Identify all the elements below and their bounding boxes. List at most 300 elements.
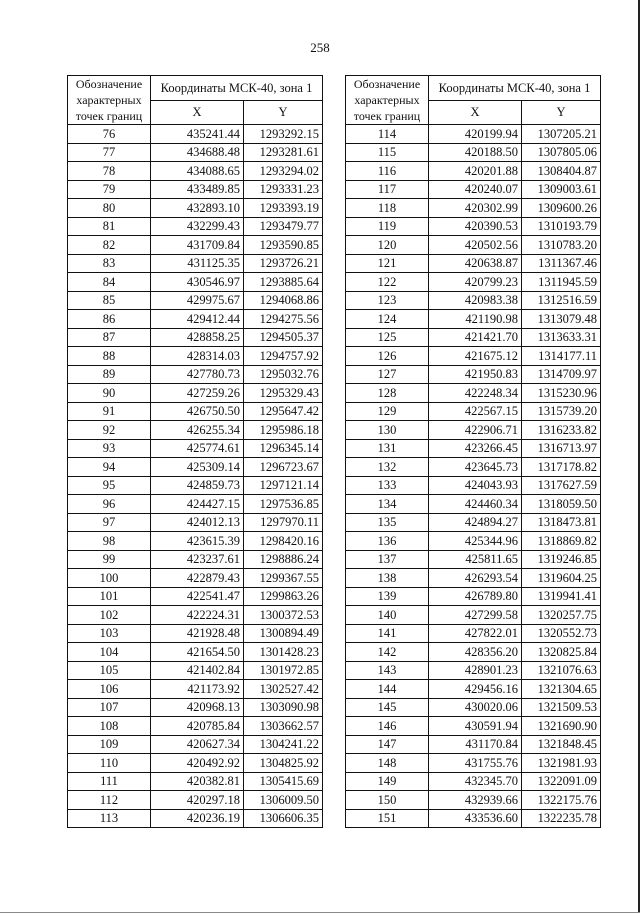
y-coordinate-cell: 1295986.18 bbox=[244, 421, 323, 440]
x-coordinate-cell: 427259.26 bbox=[151, 384, 244, 403]
point-number-cell: 112 bbox=[68, 791, 151, 810]
table-row bbox=[346, 661, 601, 680]
x-coordinate-cell: 428858.25 bbox=[151, 328, 244, 347]
x-coordinate-cell: 425811.65 bbox=[429, 550, 522, 569]
point-number-cell: 120 bbox=[346, 236, 429, 255]
header-x: X bbox=[151, 100, 244, 125]
x-coordinate-cell: 434088.65 bbox=[151, 162, 244, 181]
x-coordinate-cell: 420638.87 bbox=[429, 254, 522, 273]
y-coordinate-cell: 1309003.61 bbox=[522, 180, 601, 199]
point-number-cell: 137 bbox=[346, 550, 429, 569]
x-coordinate-cell: 424427.15 bbox=[151, 495, 244, 514]
x-coordinate-cell: 432299.43 bbox=[151, 217, 244, 236]
x-coordinate-cell: 420492.92 bbox=[151, 754, 244, 773]
point-number-cell: 81 bbox=[68, 217, 151, 236]
y-coordinate-cell: 1297536.85 bbox=[244, 495, 323, 514]
x-coordinate-cell: 420240.07 bbox=[429, 180, 522, 199]
x-coordinate-cell: 423266.45 bbox=[429, 439, 522, 458]
x-coordinate-cell: 420188.50 bbox=[429, 143, 522, 162]
table-row bbox=[346, 458, 601, 477]
point-number-cell: 121 bbox=[346, 254, 429, 273]
x-coordinate-cell: 421402.84 bbox=[151, 661, 244, 680]
y-coordinate-cell: 1320552.73 bbox=[522, 624, 601, 643]
y-coordinate-cell: 1301428.23 bbox=[244, 643, 323, 662]
y-coordinate-cell: 1317627.59 bbox=[522, 476, 601, 495]
table-row bbox=[346, 791, 601, 810]
point-number-cell: 92 bbox=[68, 421, 151, 440]
y-coordinate-cell: 1314709.97 bbox=[522, 365, 601, 384]
table-row bbox=[68, 310, 323, 329]
y-coordinate-cell: 1307205.21 bbox=[522, 125, 601, 144]
point-number-cell: 145 bbox=[346, 698, 429, 717]
table-row bbox=[68, 254, 323, 273]
x-coordinate-cell: 426293.54 bbox=[429, 569, 522, 588]
point-number-cell: 97 bbox=[68, 513, 151, 532]
table-row bbox=[68, 143, 323, 162]
table-row bbox=[68, 735, 323, 754]
table-row bbox=[346, 365, 601, 384]
point-number-cell: 101 bbox=[68, 587, 151, 606]
y-coordinate-cell: 1297121.14 bbox=[244, 476, 323, 495]
point-number-cell: 146 bbox=[346, 717, 429, 736]
point-number-cell: 83 bbox=[68, 254, 151, 273]
table-body-left bbox=[68, 125, 323, 828]
table-row bbox=[346, 643, 601, 662]
y-coordinate-cell: 1311367.46 bbox=[522, 254, 601, 273]
table-row bbox=[346, 772, 601, 791]
header-x: X bbox=[429, 100, 522, 125]
point-number-cell: 140 bbox=[346, 606, 429, 625]
table-row bbox=[346, 310, 601, 329]
y-coordinate-cell: 1294757.92 bbox=[244, 347, 323, 366]
y-coordinate-cell: 1298420.16 bbox=[244, 532, 323, 551]
x-coordinate-cell: 430020.06 bbox=[429, 698, 522, 717]
table-row bbox=[346, 236, 601, 255]
x-coordinate-cell: 432345.70 bbox=[429, 772, 522, 791]
point-number-cell: 109 bbox=[68, 735, 151, 754]
x-coordinate-cell: 424043.93 bbox=[429, 476, 522, 495]
y-coordinate-cell: 1316713.97 bbox=[522, 439, 601, 458]
x-coordinate-cell: 420302.99 bbox=[429, 199, 522, 218]
point-number-cell: 122 bbox=[346, 273, 429, 292]
y-coordinate-cell: 1303090.98 bbox=[244, 698, 323, 717]
x-coordinate-cell: 420236.19 bbox=[151, 809, 244, 828]
x-coordinate-cell: 435241.44 bbox=[151, 125, 244, 144]
point-number-cell: 132 bbox=[346, 458, 429, 477]
x-coordinate-cell: 428356.20 bbox=[429, 643, 522, 662]
point-number-cell: 119 bbox=[346, 217, 429, 236]
y-coordinate-cell: 1315230.96 bbox=[522, 384, 601, 403]
point-number-cell: 104 bbox=[68, 643, 151, 662]
y-coordinate-cell: 1294275.56 bbox=[244, 310, 323, 329]
table-row bbox=[346, 717, 601, 736]
y-coordinate-cell: 1313633.31 bbox=[522, 328, 601, 347]
table-row bbox=[68, 439, 323, 458]
table-row bbox=[68, 384, 323, 403]
table-row bbox=[68, 513, 323, 532]
table-row bbox=[346, 735, 601, 754]
point-number-cell: 144 bbox=[346, 680, 429, 699]
header-point-label: Обозначение характерных точек границ bbox=[346, 76, 429, 125]
point-number-cell: 80 bbox=[68, 199, 151, 218]
x-coordinate-cell: 430546.97 bbox=[151, 273, 244, 292]
y-coordinate-cell: 1297970.11 bbox=[244, 513, 323, 532]
y-coordinate-cell: 1321848.45 bbox=[522, 735, 601, 754]
y-coordinate-cell: 1316233.82 bbox=[522, 421, 601, 440]
point-number-cell: 114 bbox=[346, 125, 429, 144]
x-coordinate-cell: 421654.50 bbox=[151, 643, 244, 662]
point-number-cell: 88 bbox=[68, 347, 151, 366]
x-coordinate-cell: 431755.76 bbox=[429, 754, 522, 773]
y-coordinate-cell: 1294068.86 bbox=[244, 291, 323, 310]
table-row bbox=[68, 698, 323, 717]
y-coordinate-cell: 1318869.82 bbox=[522, 532, 601, 551]
point-number-cell: 86 bbox=[68, 310, 151, 329]
point-number-cell: 100 bbox=[68, 569, 151, 588]
coordinates-table-right bbox=[345, 75, 601, 828]
x-coordinate-cell: 434688.48 bbox=[151, 143, 244, 162]
x-coordinate-cell: 423645.73 bbox=[429, 458, 522, 477]
point-number-cell: 127 bbox=[346, 365, 429, 384]
y-coordinate-cell: 1321509.53 bbox=[522, 698, 601, 717]
table-row bbox=[346, 143, 601, 162]
x-coordinate-cell: 427780.73 bbox=[151, 365, 244, 384]
y-coordinate-cell: 1322235.78 bbox=[522, 809, 601, 828]
table-row bbox=[346, 606, 601, 625]
table-row bbox=[346, 513, 601, 532]
point-number-cell: 142 bbox=[346, 643, 429, 662]
table-row bbox=[68, 587, 323, 606]
table-row bbox=[68, 754, 323, 773]
point-number-cell: 148 bbox=[346, 754, 429, 773]
y-coordinate-cell: 1300372.53 bbox=[244, 606, 323, 625]
y-coordinate-cell: 1293294.02 bbox=[244, 162, 323, 181]
point-number-cell: 133 bbox=[346, 476, 429, 495]
x-coordinate-cell: 422567.15 bbox=[429, 402, 522, 421]
x-coordinate-cell: 421950.83 bbox=[429, 365, 522, 384]
y-coordinate-cell: 1308404.87 bbox=[522, 162, 601, 181]
y-coordinate-cell: 1320825.84 bbox=[522, 643, 601, 662]
table-row bbox=[68, 624, 323, 643]
y-coordinate-cell: 1319246.85 bbox=[522, 550, 601, 569]
x-coordinate-cell: 422248.34 bbox=[429, 384, 522, 403]
x-coordinate-cell: 429975.67 bbox=[151, 291, 244, 310]
table-row bbox=[68, 236, 323, 255]
point-number-cell: 149 bbox=[346, 772, 429, 791]
x-coordinate-cell: 424460.34 bbox=[429, 495, 522, 514]
x-coordinate-cell: 428314.03 bbox=[151, 347, 244, 366]
table-row bbox=[68, 402, 323, 421]
point-number-cell: 102 bbox=[68, 606, 151, 625]
y-coordinate-cell: 1293331.23 bbox=[244, 180, 323, 199]
point-number-cell: 87 bbox=[68, 328, 151, 347]
table-row bbox=[346, 273, 601, 292]
y-coordinate-cell: 1304241.22 bbox=[244, 735, 323, 754]
table-row bbox=[68, 643, 323, 662]
table-row bbox=[68, 550, 323, 569]
point-number-cell: 143 bbox=[346, 661, 429, 680]
x-coordinate-cell: 420297.18 bbox=[151, 791, 244, 810]
point-number-cell: 77 bbox=[68, 143, 151, 162]
table-row bbox=[68, 680, 323, 699]
y-coordinate-cell: 1313079.48 bbox=[522, 310, 601, 329]
coordinates-table-left bbox=[67, 75, 323, 828]
header-point-label: Обозначение характерных точек границ bbox=[68, 76, 151, 125]
y-coordinate-cell: 1311945.59 bbox=[522, 273, 601, 292]
table-row bbox=[346, 754, 601, 773]
x-coordinate-cell: 420382.81 bbox=[151, 772, 244, 791]
y-coordinate-cell: 1321981.93 bbox=[522, 754, 601, 773]
x-coordinate-cell: 428901.23 bbox=[429, 661, 522, 680]
table-row bbox=[68, 476, 323, 495]
point-number-cell: 117 bbox=[346, 180, 429, 199]
y-coordinate-cell: 1319941.41 bbox=[522, 587, 601, 606]
table-row bbox=[346, 495, 601, 514]
y-coordinate-cell: 1300894.49 bbox=[244, 624, 323, 643]
x-coordinate-cell: 427822.01 bbox=[429, 624, 522, 643]
point-number-cell: 98 bbox=[68, 532, 151, 551]
table-row bbox=[346, 180, 601, 199]
x-coordinate-cell: 422224.31 bbox=[151, 606, 244, 625]
y-coordinate-cell: 1306606.35 bbox=[244, 809, 323, 828]
point-number-cell: 134 bbox=[346, 495, 429, 514]
y-coordinate-cell: 1293885.64 bbox=[244, 273, 323, 292]
point-number-cell: 113 bbox=[68, 809, 151, 828]
y-coordinate-cell: 1302527.42 bbox=[244, 680, 323, 699]
table-body-right bbox=[346, 125, 601, 828]
point-number-cell: 124 bbox=[346, 310, 429, 329]
table-row bbox=[346, 125, 601, 144]
header-y: Y bbox=[244, 100, 323, 125]
y-coordinate-cell: 1295329.43 bbox=[244, 384, 323, 403]
y-coordinate-cell: 1321076.63 bbox=[522, 661, 601, 680]
table-row bbox=[68, 809, 323, 828]
table-row bbox=[68, 569, 323, 588]
y-coordinate-cell: 1322175.76 bbox=[522, 791, 601, 810]
x-coordinate-cell: 420201.88 bbox=[429, 162, 522, 181]
x-coordinate-cell: 420502.56 bbox=[429, 236, 522, 255]
table-row bbox=[68, 772, 323, 791]
x-coordinate-cell: 425344.96 bbox=[429, 532, 522, 551]
table-row bbox=[346, 698, 601, 717]
point-number-cell: 93 bbox=[68, 439, 151, 458]
point-number-cell: 85 bbox=[68, 291, 151, 310]
y-coordinate-cell: 1295032.76 bbox=[244, 365, 323, 384]
table-row bbox=[68, 495, 323, 514]
table-row bbox=[346, 587, 601, 606]
y-coordinate-cell: 1296723.67 bbox=[244, 458, 323, 477]
table-row bbox=[68, 291, 323, 310]
table-row bbox=[68, 125, 323, 144]
y-coordinate-cell: 1293292.15 bbox=[244, 125, 323, 144]
table-row bbox=[346, 624, 601, 643]
table-row bbox=[68, 180, 323, 199]
point-number-cell: 99 bbox=[68, 550, 151, 569]
y-coordinate-cell: 1293281.61 bbox=[244, 143, 323, 162]
x-coordinate-cell: 423615.39 bbox=[151, 532, 244, 551]
y-coordinate-cell: 1318059.50 bbox=[522, 495, 601, 514]
point-number-cell: 95 bbox=[68, 476, 151, 495]
y-coordinate-cell: 1321690.90 bbox=[522, 717, 601, 736]
y-coordinate-cell: 1299863.26 bbox=[244, 587, 323, 606]
x-coordinate-cell: 426789.80 bbox=[429, 587, 522, 606]
y-coordinate-cell: 1319604.25 bbox=[522, 569, 601, 588]
x-coordinate-cell: 420968.13 bbox=[151, 698, 244, 717]
y-coordinate-cell: 1299367.55 bbox=[244, 569, 323, 588]
y-coordinate-cell: 1305415.69 bbox=[244, 772, 323, 791]
table-row bbox=[68, 458, 323, 477]
x-coordinate-cell: 433489.85 bbox=[151, 180, 244, 199]
table-row bbox=[346, 532, 601, 551]
x-coordinate-cell: 429412.44 bbox=[151, 310, 244, 329]
table-row bbox=[346, 199, 601, 218]
y-coordinate-cell: 1293393.19 bbox=[244, 199, 323, 218]
point-number-cell: 139 bbox=[346, 587, 429, 606]
point-number-cell: 131 bbox=[346, 439, 429, 458]
x-coordinate-cell: 422541.47 bbox=[151, 587, 244, 606]
table-row bbox=[68, 328, 323, 347]
y-coordinate-cell: 1309600.26 bbox=[522, 199, 601, 218]
point-number-cell: 105 bbox=[68, 661, 151, 680]
y-coordinate-cell: 1307805.06 bbox=[522, 143, 601, 162]
x-coordinate-cell: 420627.34 bbox=[151, 735, 244, 754]
point-number-cell: 129 bbox=[346, 402, 429, 421]
table-row bbox=[346, 421, 601, 440]
y-coordinate-cell: 1320257.75 bbox=[522, 606, 601, 625]
x-coordinate-cell: 427299.58 bbox=[429, 606, 522, 625]
point-number-cell: 79 bbox=[68, 180, 151, 199]
point-number-cell: 108 bbox=[68, 717, 151, 736]
x-coordinate-cell: 426750.50 bbox=[151, 402, 244, 421]
table-row bbox=[346, 384, 601, 403]
table-row bbox=[68, 661, 323, 680]
point-number-cell: 130 bbox=[346, 421, 429, 440]
table-row bbox=[68, 273, 323, 292]
table-row bbox=[68, 365, 323, 384]
point-number-cell: 116 bbox=[346, 162, 429, 181]
header-coordinate-system: Координаты МСК-40, зона 1 bbox=[429, 76, 601, 101]
y-coordinate-cell: 1294505.37 bbox=[244, 328, 323, 347]
page-number: 258 bbox=[310, 40, 330, 55]
y-coordinate-cell: 1304825.92 bbox=[244, 754, 323, 773]
y-coordinate-cell: 1310783.20 bbox=[522, 236, 601, 255]
point-number-cell: 111 bbox=[68, 772, 151, 791]
table-row bbox=[346, 680, 601, 699]
point-number-cell: 110 bbox=[68, 754, 151, 773]
table-row bbox=[346, 328, 601, 347]
table-row bbox=[68, 217, 323, 236]
x-coordinate-cell: 423237.61 bbox=[151, 550, 244, 569]
y-coordinate-cell: 1293590.85 bbox=[244, 236, 323, 255]
y-coordinate-cell: 1312516.59 bbox=[522, 291, 601, 310]
x-coordinate-cell: 420983.38 bbox=[429, 291, 522, 310]
y-coordinate-cell: 1314177.11 bbox=[522, 347, 601, 366]
header-y: Y bbox=[522, 100, 601, 125]
point-number-cell: 138 bbox=[346, 569, 429, 588]
x-coordinate-cell: 421190.98 bbox=[429, 310, 522, 329]
point-number-cell: 126 bbox=[346, 347, 429, 366]
y-coordinate-cell: 1298886.24 bbox=[244, 550, 323, 569]
y-coordinate-cell: 1301972.85 bbox=[244, 661, 323, 680]
point-number-cell: 123 bbox=[346, 291, 429, 310]
x-coordinate-cell: 426255.34 bbox=[151, 421, 244, 440]
y-coordinate-cell: 1322091.09 bbox=[522, 772, 601, 791]
table-row bbox=[346, 476, 601, 495]
table-row bbox=[68, 421, 323, 440]
table-row bbox=[68, 717, 323, 736]
x-coordinate-cell: 430591.94 bbox=[429, 717, 522, 736]
x-coordinate-cell: 420799.23 bbox=[429, 273, 522, 292]
x-coordinate-cell: 422906.71 bbox=[429, 421, 522, 440]
table-row bbox=[346, 569, 601, 588]
point-number-cell: 78 bbox=[68, 162, 151, 181]
table-row bbox=[346, 347, 601, 366]
y-coordinate-cell: 1293726.21 bbox=[244, 254, 323, 273]
x-coordinate-cell: 425774.61 bbox=[151, 439, 244, 458]
y-coordinate-cell: 1317178.82 bbox=[522, 458, 601, 477]
point-number-cell: 91 bbox=[68, 402, 151, 421]
point-number-cell: 125 bbox=[346, 328, 429, 347]
point-number-cell: 103 bbox=[68, 624, 151, 643]
point-number-cell: 118 bbox=[346, 199, 429, 218]
x-coordinate-cell: 425309.14 bbox=[151, 458, 244, 477]
y-coordinate-cell: 1296345.14 bbox=[244, 439, 323, 458]
table-row bbox=[68, 347, 323, 366]
point-number-cell: 150 bbox=[346, 791, 429, 810]
point-number-cell: 115 bbox=[346, 143, 429, 162]
table-row bbox=[68, 199, 323, 218]
x-coordinate-cell: 424859.73 bbox=[151, 476, 244, 495]
y-coordinate-cell: 1318473.81 bbox=[522, 513, 601, 532]
table-row bbox=[346, 291, 601, 310]
table-row bbox=[346, 217, 601, 236]
table-row bbox=[346, 550, 601, 569]
x-coordinate-cell: 431125.35 bbox=[151, 254, 244, 273]
y-coordinate-cell: 1315739.20 bbox=[522, 402, 601, 421]
table-row bbox=[346, 402, 601, 421]
x-coordinate-cell: 432893.10 bbox=[151, 199, 244, 218]
table-row bbox=[68, 606, 323, 625]
point-number-cell: 82 bbox=[68, 236, 151, 255]
x-coordinate-cell: 421421.70 bbox=[429, 328, 522, 347]
table-row bbox=[68, 791, 323, 810]
x-coordinate-cell: 421928.48 bbox=[151, 624, 244, 643]
x-coordinate-cell: 422879.43 bbox=[151, 569, 244, 588]
point-number-cell: 141 bbox=[346, 624, 429, 643]
table-row bbox=[346, 439, 601, 458]
y-coordinate-cell: 1295647.42 bbox=[244, 402, 323, 421]
point-number-cell: 151 bbox=[346, 809, 429, 828]
point-number-cell: 136 bbox=[346, 532, 429, 551]
point-number-cell: 76 bbox=[68, 125, 151, 144]
table-row bbox=[68, 532, 323, 551]
y-coordinate-cell: 1303662.57 bbox=[244, 717, 323, 736]
x-coordinate-cell: 424012.13 bbox=[151, 513, 244, 532]
y-coordinate-cell: 1306009.50 bbox=[244, 791, 323, 810]
x-coordinate-cell: 433536.60 bbox=[429, 809, 522, 828]
point-number-cell: 84 bbox=[68, 273, 151, 292]
point-number-cell: 96 bbox=[68, 495, 151, 514]
y-coordinate-cell: 1293479.77 bbox=[244, 217, 323, 236]
point-number-cell: 106 bbox=[68, 680, 151, 699]
point-number-cell: 90 bbox=[68, 384, 151, 403]
x-coordinate-cell: 431170.84 bbox=[429, 735, 522, 754]
y-coordinate-cell: 1321304.65 bbox=[522, 680, 601, 699]
x-coordinate-cell: 432939.66 bbox=[429, 791, 522, 810]
x-coordinate-cell: 420785.84 bbox=[151, 717, 244, 736]
point-number-cell: 107 bbox=[68, 698, 151, 717]
point-number-cell: 89 bbox=[68, 365, 151, 384]
